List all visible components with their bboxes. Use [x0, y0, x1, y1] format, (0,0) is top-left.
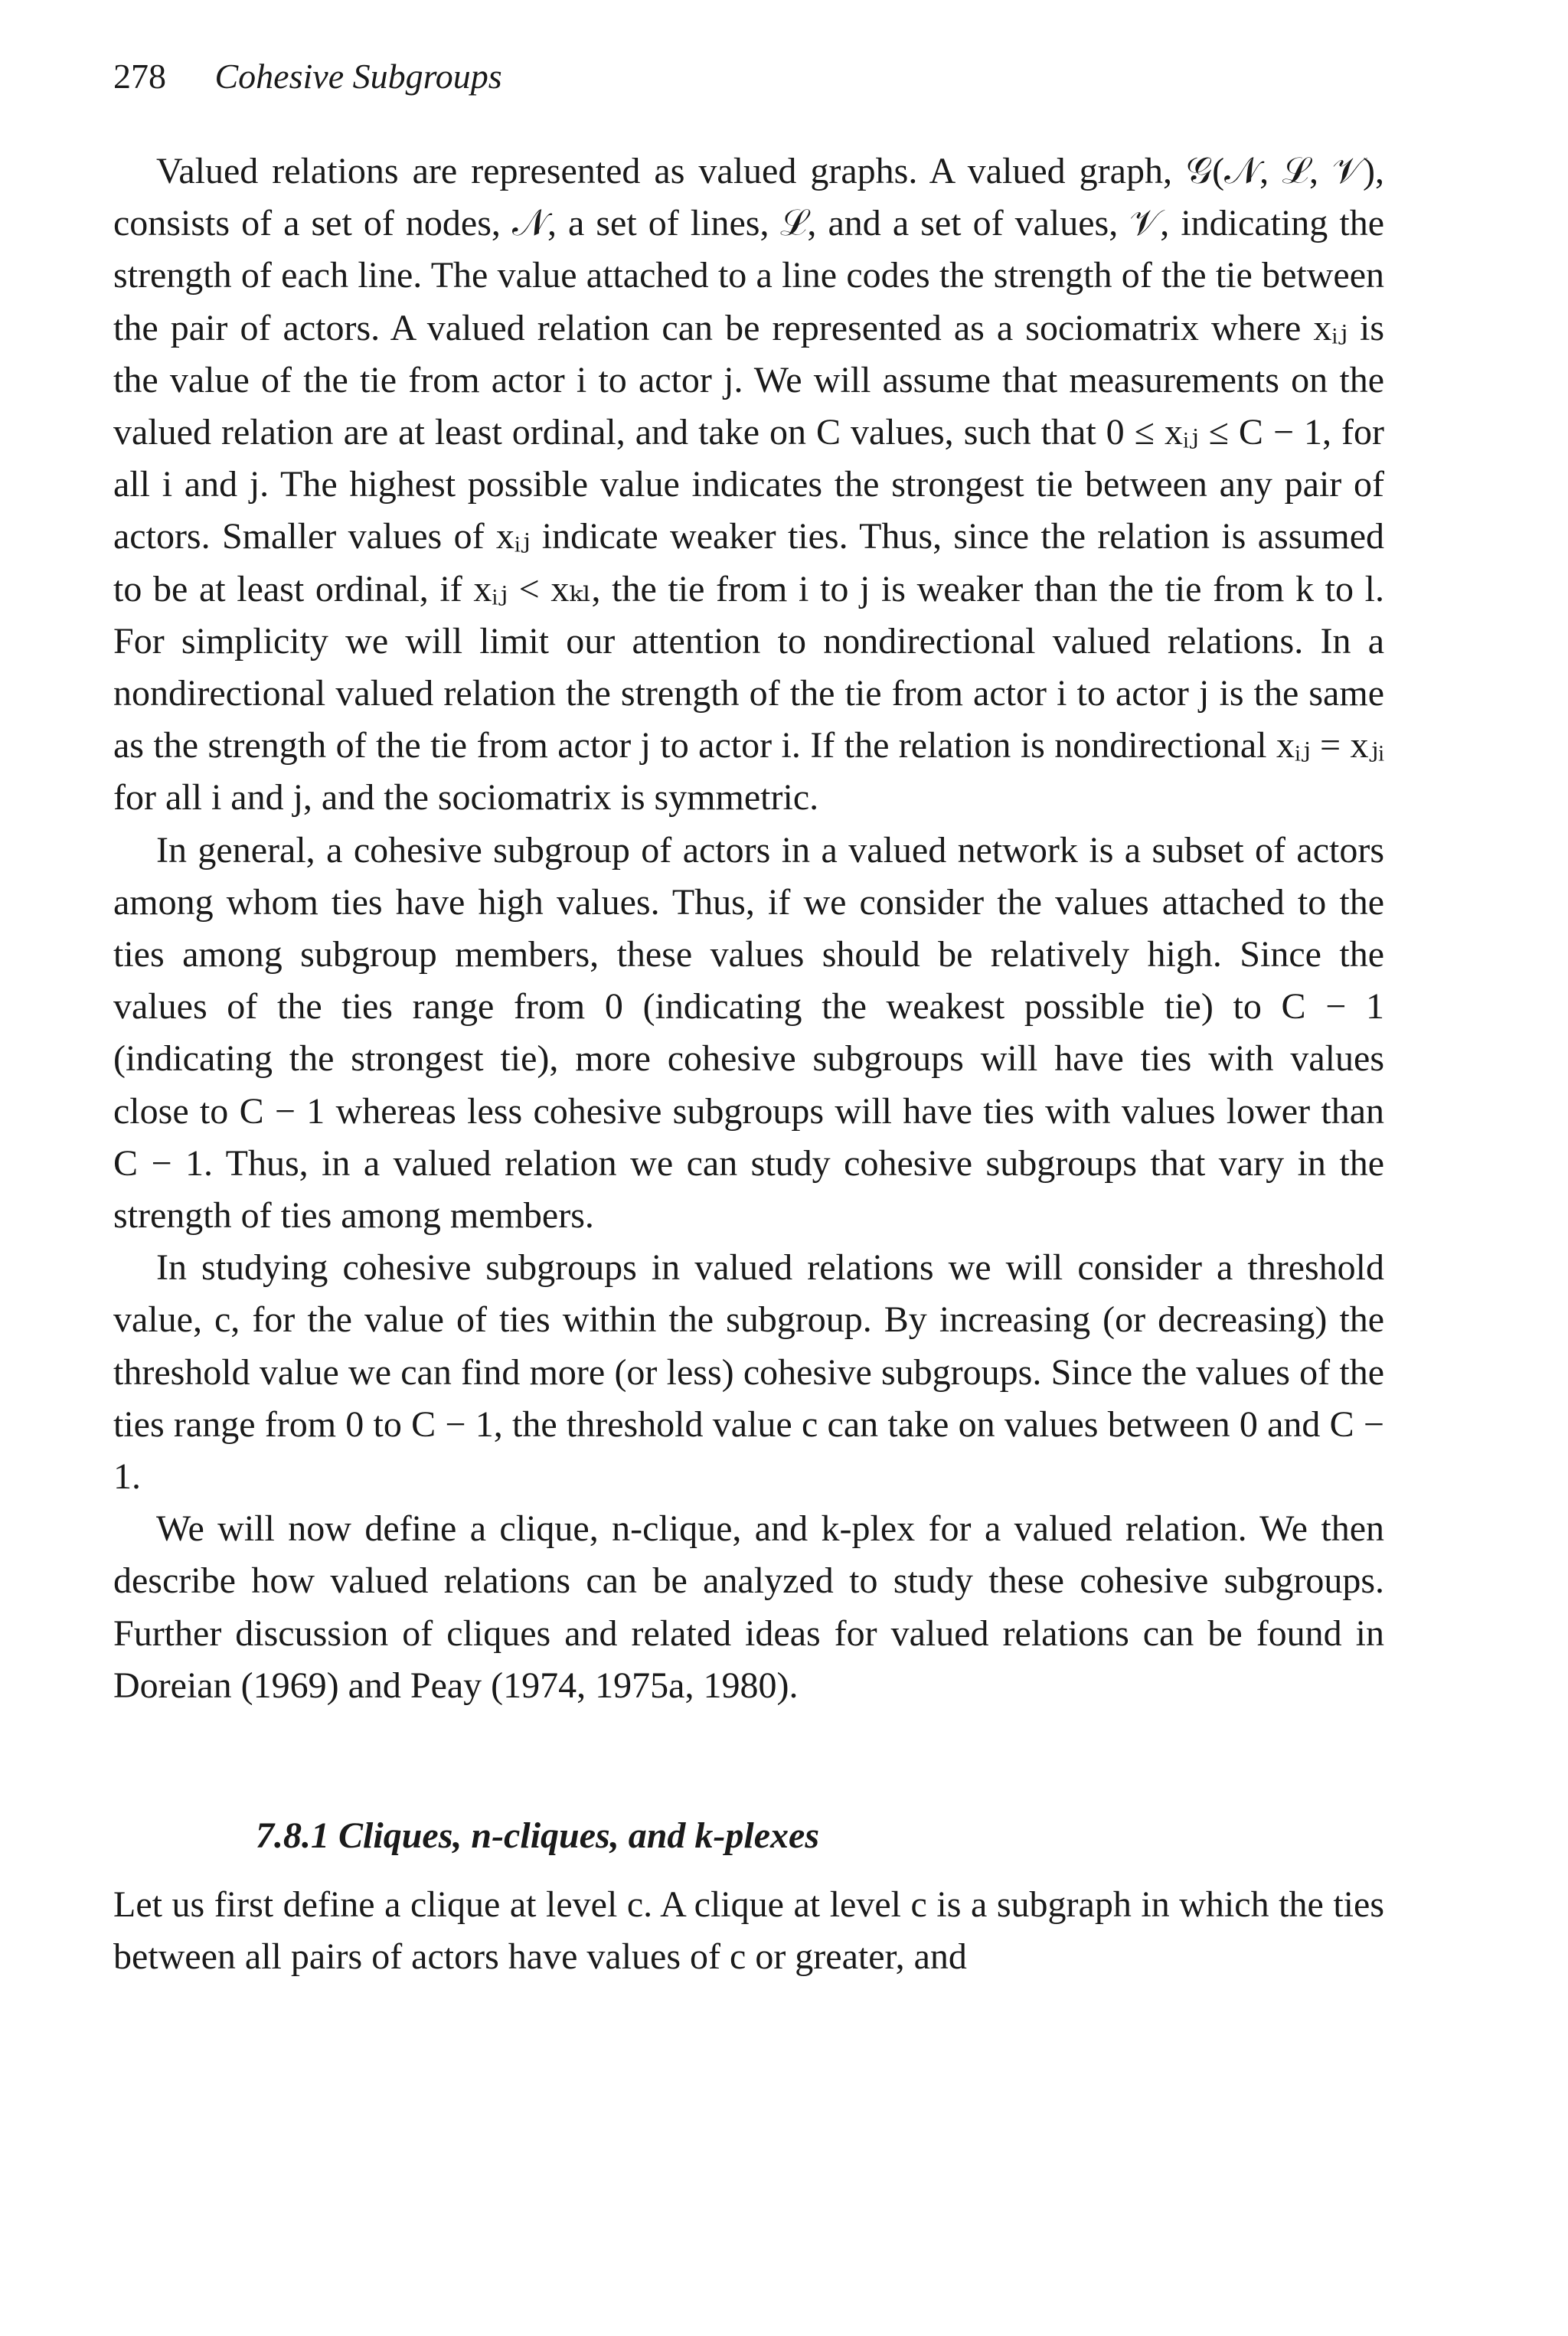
page-number: 278 — [113, 57, 166, 96]
paragraph-cohesive-subgroup-general: In general, a cohesive subgroup of actors in a valued network is a subset of actors among whom ties have high values. Thus, if we consider the values attached to the ties among subgroup members, these values should be relatively high. Since the values of the ties range from 0 (indicating the weakest possible tie) to C − 1 (indicating the strongest tie), more cohesive subgroups will have ties with values close to C − 1 whereas less cohesive subgroups will have ties with values lower than C − 1. Thus, in a valued relation we can study cohesive subgroups that vary in the strength of ties among members. — [113, 829, 1384, 1237]
section-spacer — [113, 1712, 1384, 1810]
paragraph-clique-at-level-c: Let us first define a clique at level c. A clique at level c is a subgraph in which the ties between all pairs of actors have values of c or greater, and — [113, 1884, 1384, 1978]
paragraph-valued-graphs: Valued relations are represented as valued graphs. A valued graph, 𝒢(𝒩, ℒ, 𝒱), consists of a set of nodes, 𝒩, a set of lines, ℒ, and a set of values, 𝒱, indicating the strength of each line. The value attached to a line codes the strength of the tie between the pair of actors. A valued relation can be represented as a sociomatrix where xᵢⱼ is the value of the tie from actor i to actor j. We will assume that measurements on the valued relation are at least ordinal, and take on C values, such that 0 ≤ xᵢⱼ ≤ C − 1, for all i and j. The highest possible value indicates the strongest tie between any pair of actors. Smaller values of xᵢⱼ indicate weaker ties. Thus, since the relation is assumed to be at least ordinal, if xᵢⱼ < xₖₗ, the tie from i to j is weaker than the tie from k to l. For simplicity we will limit our attention to nondirectional valued relations. In a nondirectional valued relation the strength of the tie from actor i to actor j is the same as the strength of the tie from actor j to actor i. If the relation is nondirectional xᵢⱼ = xⱼᵢ for all i and j, and the sociomatrix is symmetric. — [113, 151, 1384, 818]
running-title: Cohesive Subgroups — [214, 57, 502, 96]
running-head — [113, 54, 1384, 100]
paragraph-threshold-value: In studying cohesive subgroups in valued relations we will consider a threshold value, c, for the value of ties within the subgroup. By increasing (or decreasing) the threshold value we can find more (or less) cohesive subgroups. Since the values of the ties range from 0 to C − 1, the threshold value c can take on values between 0 and C − 1. — [113, 1247, 1384, 1498]
section-heading: 7.8.1 Cliques, n-cliques, and k-plexes — [256, 1815, 820, 1857]
paragraph-definitions-overview: We will now define a clique, n-clique, and k-plex for a valued relation. We then describe how valued relations can be analyzed to study these cohesive subgroups. Further discussion of cliques and related ideas for valued relations can be found in Doreian (1969) and Peay (1974, 1975a, 1980). — [113, 1508, 1384, 1706]
